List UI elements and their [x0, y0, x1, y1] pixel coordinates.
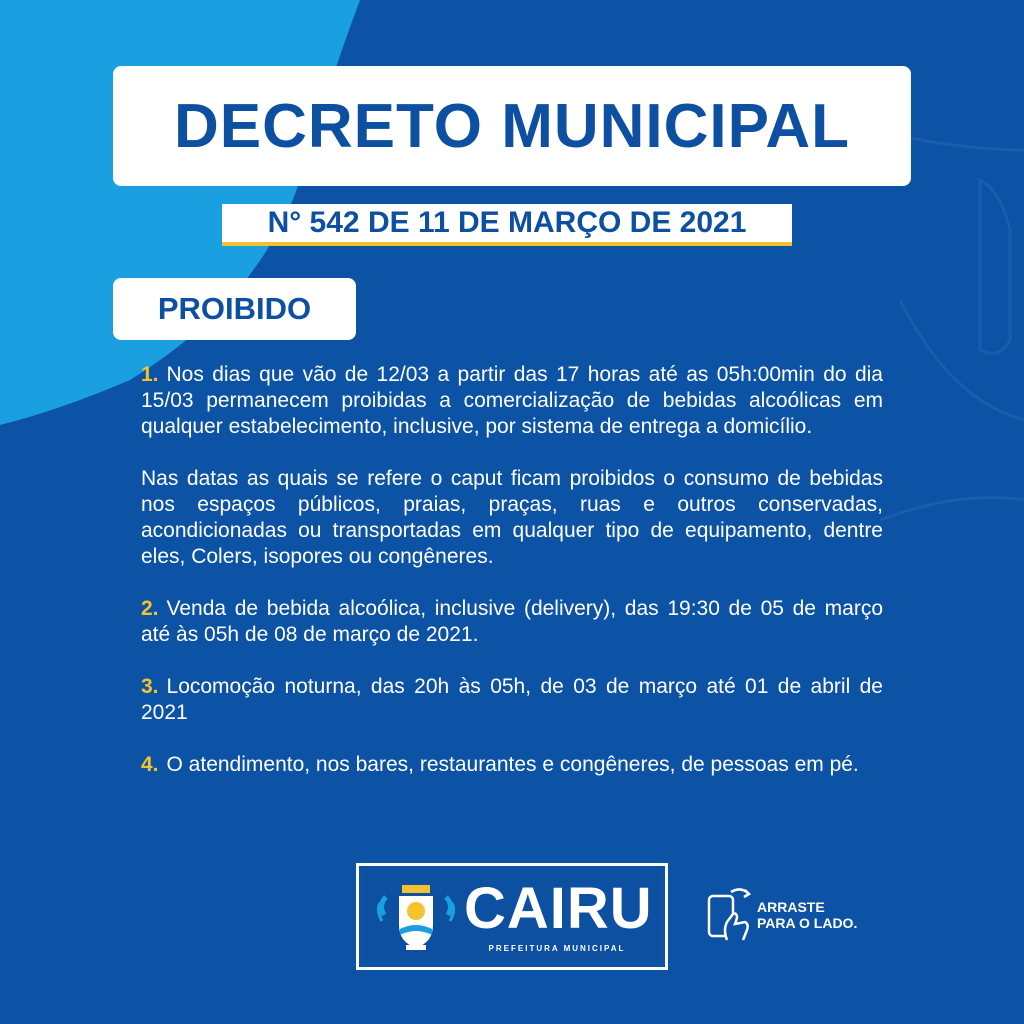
cairu-logo	[356, 863, 668, 970]
decree-number-banner	[222, 204, 792, 246]
item-text: O atendimento, nos bares, restaurantes e congêneres, de pessoas em pé.	[166, 753, 859, 776]
item-number: 2.	[141, 597, 159, 620]
swipe-text-line-1: ARRASTE	[757, 899, 825, 915]
item-number: 3.	[141, 675, 159, 698]
item-text: Locomoção noturna, das 20h às 05h, de 03 de março até 01 de abril de 2021	[141, 675, 883, 724]
swipe-text-line-2: PARA O LADO.	[757, 915, 858, 931]
item-number: 1.	[141, 363, 159, 386]
page-title: DECRETO MUNICIPAL	[173, 91, 851, 161]
item-text: Venda de bebida alcoólica, inclusive (delivery), das 19:30 de 05 de março até às 05h de 08 de março de 2021.	[141, 597, 883, 646]
item-text: Nas datas as quais se refere o caput ficam proibidos o consumo de bebidas nos espaços públicos, praias, praças, ruas e outros conservadas, acondicionadas ou transportadas em qualquer tipo de equipamento, dentre eles, Colers, isopores ou congêneres.	[141, 467, 883, 568]
logo-subtitle: PREFEITURA MUNICIPAL	[488, 944, 626, 953]
swipe-hint	[703, 884, 917, 946]
logo-panel	[364, 871, 660, 962]
item-text: Nos dias que vão de 12/03 a partir das 17 horas até as 05h:00min do dia 15/03 permanecem proibidas a comercialização de bebidas alcoólicas em qualquer estabelecimento, inclusive, por sistema de entrega a domicílio.	[141, 363, 883, 438]
logo-name: CAIRU	[464, 876, 653, 941]
list-item	[141, 674, 883, 726]
item-number: 4.	[141, 753, 159, 776]
swipe-hand-phone-icon	[703, 884, 755, 946]
list-item	[141, 362, 883, 440]
title-box	[113, 66, 911, 186]
list-item	[141, 596, 883, 648]
section-badge	[113, 278, 356, 340]
list-item	[141, 466, 883, 570]
section-badge-label: PROIBIDO	[157, 291, 312, 326]
list-item	[141, 752, 883, 778]
swipe-text	[757, 899, 917, 931]
decree-number: N° 542 DE 11 DE MARÇO DE 2021	[267, 206, 747, 239]
municipal-crest-icon	[376, 881, 456, 955]
decree-content	[141, 362, 883, 804]
